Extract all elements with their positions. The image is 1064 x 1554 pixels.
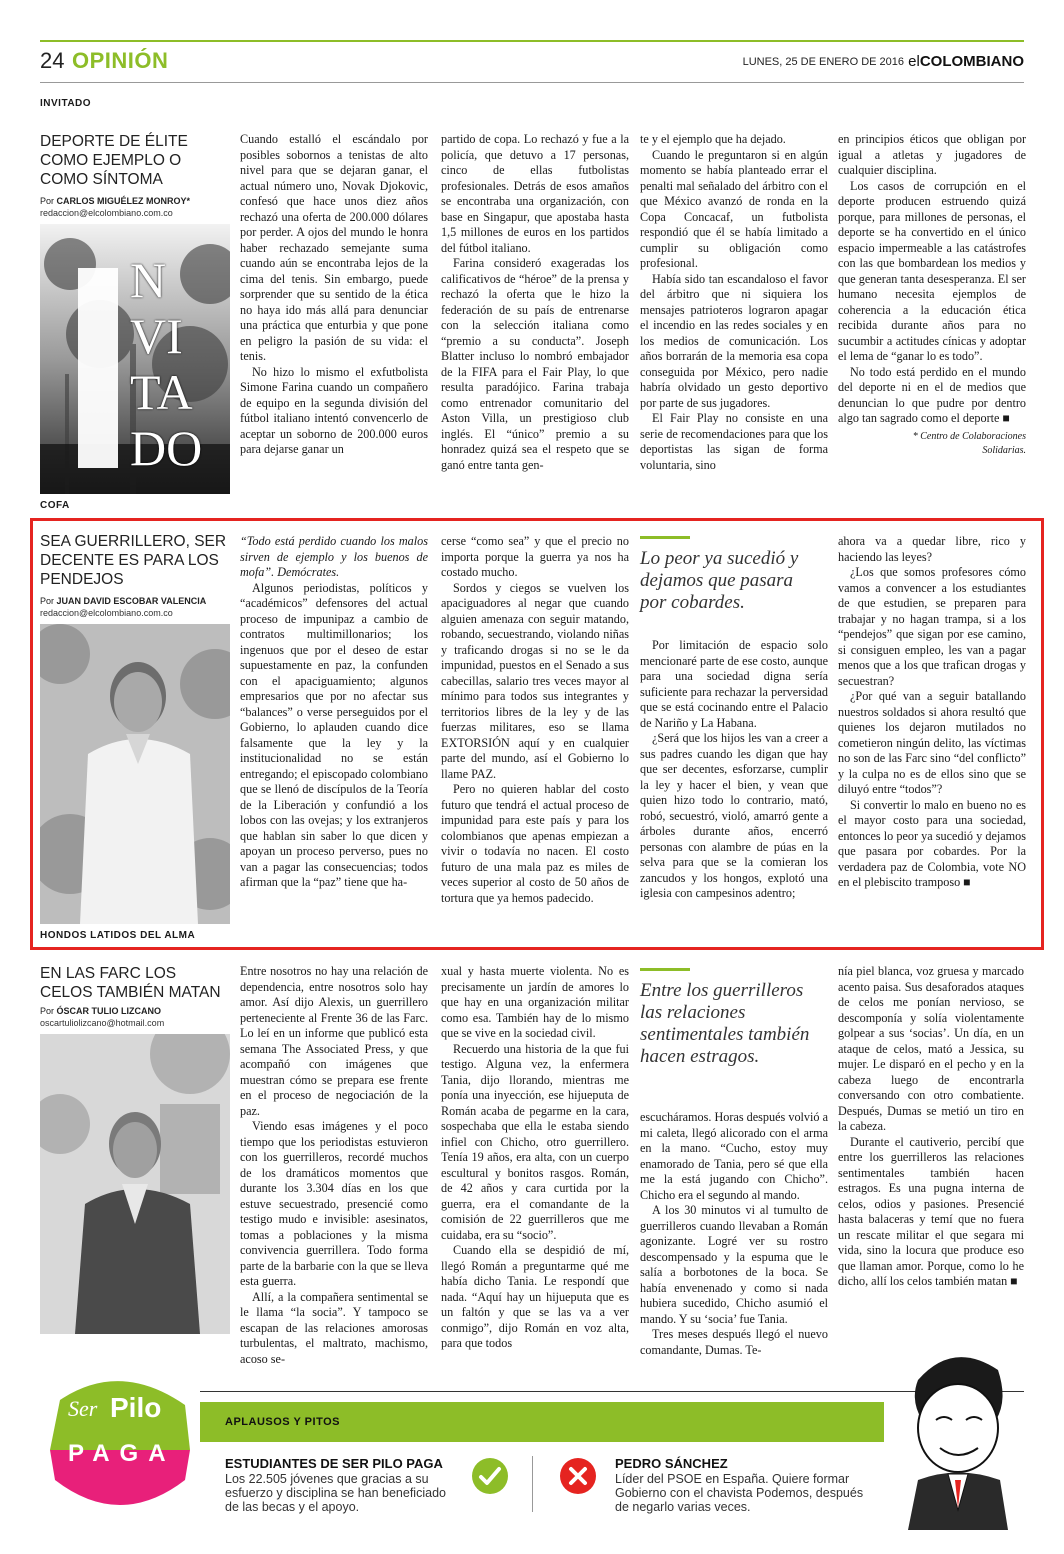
pito-name: PEDRO SÁNCHEZ (615, 1456, 728, 1471)
article-headline: SEA GUERRILLERO, SER DECENTE ES PARA LOS PENDEJOS (40, 533, 227, 588)
brand-prefix: el (908, 53, 920, 70)
column-3 (640, 638, 828, 902)
pito-text: Líder del PSOE en España. Quiere formar Gobierno con el chavista Podemos, después de negarlo varias veces. (615, 1472, 864, 1514)
column-2 (441, 534, 629, 906)
column-1 (240, 132, 428, 458)
letter-ta: TA (130, 364, 193, 420)
paragraph: No hizo lo mismo el exfutbolista Simone Farina cuando un compañero de equipo en la segunda división del fútbol italiano intentó convencerlo de aceptar un soborno de 200.000 euros para dejarse ganar un (240, 364, 428, 456)
epigraph: “Todo está perdido cuando los malos sirven de ejemplo y los buenos de mofa”. Demócrates. (240, 534, 428, 579)
edition-date: LUNES, 25 DE ENERO DE 2016 (742, 56, 904, 68)
paragraph: Cuando le preguntaron si en algún momento se había planteado errar el penalti mal señalado del árbitro con el que México avanzó de ronda en la Copa Concacaf, un futbolista respondió que él se había limitado a cumplir su obligación como profesional. (640, 147, 828, 270)
column-4 (838, 964, 1024, 1290)
paragraph: en principios éticos que obligan por igual a atletas y jugadores de cualquier disciplina. (838, 132, 1026, 177)
invitado-illustration (40, 224, 230, 494)
paragraph: ¿Será que los hijos les van a creer a sus padres cuando les digan que hay que ser decentes, esforzarse, cumplir la ley y hacer el bien, y vean que quien hizo todo lo contrario, mató, robó, secuestró, violó, amarró gente a árboles durante años, encerró personas con alambre de púas en la selva para que se la comieran los zancudos y los hongos, explotó una iglesia con campesinos adentro; (640, 731, 828, 900)
aplauso-text: Los 22.505 jóvenes que gracias a su esfuerzo y disciplina se han beneficiado de las becas y el apoyo. (225, 1472, 446, 1514)
top-rule (40, 40, 1024, 42)
paragraph: nía piel blanca, voz gruesa y marcado acento paisa. Sus desaforados ataques de celos me ponían nervioso, se descomponía y solía violentamente golpear a sus ‘socias’. Un día, en un ataque de celos, mató a Jessica, su mujer. Le disparó en el pecho y en la cabeza luego de encontrarla conversando con otro combatiente. Después, Dumas se metió un tiro en la cabeza. (838, 964, 1024, 1133)
caricature-illustration (888, 1340, 1024, 1530)
byline-prefix: Por (40, 596, 55, 606)
footnote-line: Solidarias. (982, 444, 1026, 456)
column-2 (441, 964, 629, 1352)
masthead (40, 48, 1024, 78)
author-email[interactable]: oscartuliolizcano@hotmail.com (40, 1018, 165, 1028)
column-1 (240, 534, 428, 891)
logo-ser: Ser (68, 1396, 98, 1421)
section-title: OPINIÓN (72, 48, 169, 73)
paragraph: No todo está perdido en el mundo del deporte ni en el de medios que denuncian lo que pudre por dentro algo tan sagrado como el deporte ■ (838, 364, 1026, 425)
pullquote-rule (640, 968, 690, 971)
author-photo (40, 624, 230, 924)
pullquote: Lo peor ya sucedió y dejamos que pasara por cobardes. (640, 548, 799, 613)
paragraph: Por limitación de espacio solo mencionaré parte de ese costo, aunque para una sociedad digna sería suficiente para rechazar la perversidad que se está cocinando entre el Palacio de Nariño y La Habana. (640, 638, 828, 730)
big-letter-i (78, 268, 118, 468)
author-photo (40, 1034, 230, 1334)
byline-prefix: Por (40, 1006, 55, 1016)
paragraph: Había sido tan escandaloso el favor del árbitro que ni siquiera los mensajes patrioteros lograron apagar el incendio en las redes sociales y en los medios de comunicación. Los años borrarán de la memoria esa copa conseguida por México, pero nadie habría olvidado un gesto deportivo por parte de sus jugadores. (640, 271, 828, 410)
paragraph: Allí, a la compañera sentimental se le llama “la socia”. Y tampoco se escapan de las relaciones amorosas turbulentas, el maltrato, machismo, acoso se- (240, 1289, 428, 1366)
paragraph: Entre nosotros no hay una relación de dependencia, entre nosotros solo hay amor. Así dijo Alexis, un guerrillero perteneciente al Frente 36 de las Farc. Lo leí en un informe que publicó esta semana The Associated Press, y que acompañó con imágenes que muestran cómo se prepara ese frente en el proceso de negociación de la paz. (240, 964, 428, 1118)
paragraph: te y el ejemplo que ha dejado. (640, 132, 786, 146)
caricature-portrait (888, 1340, 1024, 1530)
author-portrait (40, 624, 230, 924)
letter-n: N (130, 252, 167, 308)
author-name: ÓSCAR TULIO LIZCANO (56, 1006, 162, 1016)
column-3 (640, 132, 828, 473)
column-2 (441, 132, 629, 473)
paragraph: ¿Los que somos profesores cómo vamos a convencer a los estudiantes de que estudien, se preparen para trabajar y no hagan trampa, si a los “pendejos” que sigan por ese camino, si consiguen empleo, les van a pagar menos que a los que trafican drogas y secuestran? (838, 565, 1026, 688)
newspaper-brand[interactable] (908, 53, 1024, 70)
paragraph: Farina consideró exageradas los calificativos de “héroe” de la prensa y rechazó la oferta que le hizo la federación de su país de entrenarse con la selección italiana como “premio a su conducta”. Joseph Blatter incluso lo nombró embajador de la FIFA para el Fair Play, lo que resulta paradójico. Farina trabaja como entrenador comunitario del Aston Villa, un prestigioso club inglés. El “único” premio a su honradez quizá sea el respeto que se ganó entre tanta gen- (441, 256, 629, 472)
logo-pilo: Pilo (110, 1392, 162, 1423)
invitado-letters (130, 252, 202, 476)
strip-title: APLAUSOS Y PITOS (225, 1416, 340, 1428)
paragraph: Cuando estalló el escándalo por posibles sobornos a tenistas de alto nivel para que se dejaran ganar, el actual número uno, Novak Djokovic, confesó que hace unos diez años rechazó una oferta de 200.000 dólares por perder. A ojos del mundo le honra haber rechazado semejante suma cuando aún se encontraba lejos de la cima del tenis. Sin embargo, puede sorprender que su sentido de la ética no haya ido más allá para denunciar una práctica que enturbia y que pone en peligro la pasión de su vida: el tenis. (240, 132, 428, 363)
aplauso-name: ESTUDIANTES DE SER PILO PAGA (225, 1456, 443, 1471)
paragraph: A los 30 minutos vi al tumulto de guerrilleros cuando llevaban a Román agonizante. Logré ver su rostro descompensado y la espuma que le salía a borbotones de la boca. Se había envenenado y como si nada hubiera sucedido, Chicho asumió el mando. Y su ‘socia’ fue Tania. (640, 1203, 828, 1326)
paragraph: Sordos y ciegos se vuelven los apaciguadores al negar que cuando alguien amenaza con seguir matando, robando, secuestrando, violando niñas y traficando drogas si no se le da impunidad, puestos en el Senado a sus cabecillas, salario tres veces mayor al mínimo para todos sus integrantes y territorios libres de la ley y de las fuerzas militares, eso se llama EXTORSIÓN aquí y en cualquier parte del mundo, así el Gobierno lo llame PAZ. (441, 580, 629, 781)
logo-paga: PAGA (68, 1440, 176, 1467)
paragraph: Los casos de corrupción en el deporte producen estruendo quizá porque, para millones de personas, el deporte se ha convertido en el único espacio impermeable a las catástrofes con las que bombardean los medios y que generan tanta desesperanza. El ser humano necesita ejemplos de coherencia a la educación ética recibida durante años para no sucumbir a actitudes cínicas y adoptar el lema de “ganar lo es todo”. (838, 178, 1026, 363)
paragraph: Viendo esas imágenes y el poco tiempo que los periodistas estuvieron con los guerrilleros, recordé muchos de los dramáticos momentos que durante los 3.304 días en los que estuve secuestrado, presencié como testigo mudo e invisible: asesinatos, tomas a poblaciones y la misma convivencia guerrillera. Todo forma parte de la barbarie con la que se lleva esta guerra. (240, 1119, 428, 1288)
article-celos (40, 962, 1024, 1382)
article-headline: DEPORTE DE ÉLITE COMO EJEMPLO O COMO SÍNTOMA (40, 133, 188, 188)
paragraph: Si convertir lo malo en bueno no es el mayor costo para una sociedad, entonces lo peor ya sucedió y dejamos que pasara por cobardes. Por la verdadera paz de Colombia, vote NO en el plebiscito tramposo ■ (838, 797, 1026, 889)
paragraph: ahora va a quedar libre, rico y haciendo las leyes? (838, 534, 1026, 564)
column-4 (838, 534, 1026, 891)
footnote (838, 430, 1026, 458)
letter-do: DO (130, 420, 203, 476)
column-4 (838, 132, 1026, 458)
author-email[interactable]: redaccion@elcolombiano.com.co (40, 208, 173, 218)
byline (40, 596, 206, 606)
letter-vi: VI (130, 308, 183, 364)
column-1 (240, 964, 428, 1367)
paragraph: partido de copa. Lo rechazó y fue a la policía, que detuvo a 17 personas, cinco de ellas futbolistas profesionales. Detrás de esos amaños se encontraba una organización, con base en Singapur, que apostaba hasta 1,5 millones de euros en los partidos del fútbol italiano. (441, 132, 629, 255)
paragraph: Pero no quieren hablar del costo futuro que tendrá el actual proceso de impunidad para este país y para los colombianos que apenas empiezan a vivir o todavía no nacen. El costo futuro de una mala paz es miles de veces superior al costo de 50 años de tortura que ya hemos padecido. (441, 782, 629, 905)
article-invitado (40, 96, 1024, 516)
page-number: 24 (40, 48, 65, 73)
paragraph: cerse “como sea” y que el precio no importa porque la guerra ya nos ha costado mucho. (441, 534, 629, 579)
paragraph: Algunos periodistas, políticos y “académicos” defensores del actual proceso de impunipaz a cambio de contratos multimillonarios; los ingenuos que por el deseo de estar supuestamente en paz, la confunden con el apaciguamiento; algunos empresarios que por no afectar sus “balances” o verse perseguidos por el Gobierno, lo aplauden cuando dice falsamente que la ley y la institucionalidad no se están entregando; el episcopado colombiano que se llenó de discípulos de la Teoría de la Liberación y confundió a los lobos con las ovejas; y los extranjeros que hablan sin saber lo que dicen y apoyan un proceso perverso, pues no van a pagar las consecuencias; todos afirman que la “paz” tiene que ha- (240, 580, 428, 889)
check-icon (472, 1458, 508, 1494)
author-portrait (40, 1034, 230, 1334)
pullquote: Entre los guerrilleros las relaciones sentimentales también hacen estragos. (640, 980, 810, 1067)
article-kicker: INVITADO (40, 98, 92, 109)
pullquote-rule (640, 536, 690, 539)
paragraph: Durante el cautiverio, percibí que entre los guerrilleros las relaciones sentimentales también hacen estragos. Es una pugna interna de celos, odios y pasiones. Presencié hasta balaceras y temí que no fuera un rescate militar el que segara mi vida, sino la locura que produce eso que llaman amor. Porque, como lo he dicho, allí los celos también matan ■ (838, 1134, 1024, 1288)
ser-pilo-paga-logo (40, 1370, 200, 1520)
paragraph: escucháramos. Horas después volvió a mi caleta, llegó alicorado con el arma en la mano. “Cucho, estoy muy enamorado de Tania, pero sé que ella me la está jugando con Chicho”. Chicho era el segundo al mando. (640, 1110, 828, 1202)
author-name: JUAN DAVID ESCOBAR VALENCIA (56, 596, 207, 606)
article-sea-guerrillero (40, 528, 1024, 944)
cross-icon (560, 1458, 596, 1494)
byline-prefix: Por (40, 196, 55, 206)
column-3 (640, 1110, 828, 1358)
paragraph: Cuando ella se despidió de mí, llegó Román a preguntarme qué me había dicho Tania. Le respondí que nada. “Aquí hay un hijueputa que es un faltón y que se las va a ver conmigo”, dijo Román en voz alta, para que todos (441, 1243, 629, 1350)
author-email[interactable]: redaccion@elcolombiano.com.co (40, 608, 173, 618)
footnote-line: * Centro de Colaboraciones (912, 430, 1026, 442)
image-credit: HONDOS LATIDOS DEL ALMA (40, 930, 196, 941)
author-name: CARLOS MIGUÉLEZ MONROY* (56, 196, 191, 206)
paragraph: Recuerdo una historia de la que fui testigo. Alguna vez, la enfermera Tania, dijo llorando, mientras me ponía una inyección, ese hijueputa de Román acaba de pegarme en la cara, sospechaba que ella le estaba siendo infiel con Chicho, otro guerrillero. Tenía 19 años, era alta, con un cuerpo escultural y bonitos rasgos. Román, de 42 años y cara curtida por la guerra, era el comandante de la comisión de 22 guerrilleros que me cuidaba, era su “socio”. (441, 1041, 629, 1242)
byline (40, 1006, 161, 1016)
byline (40, 196, 190, 206)
brand-name: COLOMBIANO (919, 53, 1024, 70)
paragraph: Tres meses después llegó el nuevo comandante, Dumas. Te- (640, 1327, 828, 1357)
strip-divider (532, 1456, 533, 1512)
article-headline: EN LAS FARC LOS CELOS TAMBIÉN MATAN (40, 965, 221, 1001)
image-credit: COFA (40, 500, 70, 511)
masthead-rule (40, 82, 1024, 83)
paragraph: xual y hasta muerte violenta. No es precisamente un jardín de amores lo que hay en una organización militar como esa. También hay de lo mismo que se vive en la sociedad civil. (441, 964, 629, 1040)
paragraph: ¿Por qué van a seguir batallando nuestros soldados si ahora resultó que quienes los dejaron mutilados no cometieron ningún delito, las víctimas no son de las Farc sino “del conflicto” y la culpa no es de ellos sino que se diluyó entre “todos”? (838, 689, 1026, 796)
paragraph: El Fair Play no consiste en una serie de recomendaciones para que los deportistas las sigan de forma voluntaria, sino (640, 411, 828, 472)
